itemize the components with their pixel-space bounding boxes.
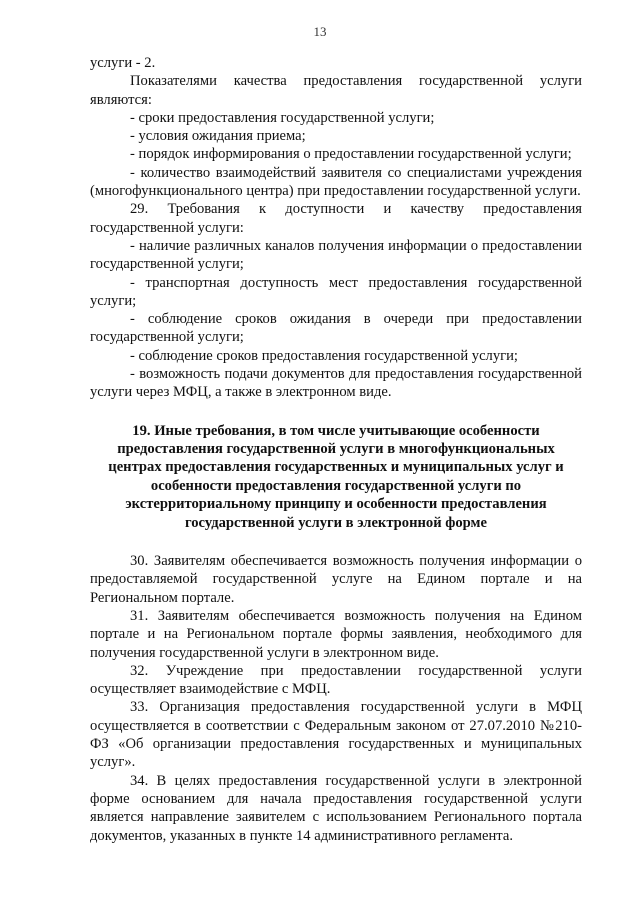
page-number: 13 (313, 24, 327, 39)
text-paragraph: 32. Учреждение при предоставлении государственной услуги осуществляет взаимодействие с МФЦ. (90, 662, 582, 698)
list-item: - условия ожидания приема; (130, 128, 306, 145)
text-paragraph: 29. Требования к доступности и качеству предоставления государственной услуги: (90, 201, 582, 236)
list-item: - транспортная доступность мест предоставления государственной услуги; (90, 274, 582, 309)
list-item: - наличие различных каналов получения информации о предоставлении государственной услуги; (90, 237, 582, 273)
text-paragraph: Показателями качества предоставления государственной услуги являются: (90, 73, 582, 108)
section-heading: 19. Иные требования, в том числе учитывающие особенности предоставления государственной услуги в многофункциональных центрах предоставления государственных и муниципальных услуг и особенности предоставления государственной услуги по экстерриториальному принципу и особенности предоставления государственной услуги в электронной форме (108, 422, 564, 531)
document-body (90, 54, 582, 845)
list-item: - соблюдение сроков ожидания в очереди при предоставлении государственной услуги; (90, 311, 582, 346)
text-paragraph: 34. В целях предоставления государственной услуги в электронной форме основанием для начала предоставления государственной услуги является направление заявителем с использованием Регионального портала документов, указанных в пункте 14 административного регламента. (90, 772, 582, 844)
list-item: - количество взаимодействий заявителя со специалистами учреждения (многофункционального центра) при предоставлении государственной услуги. (90, 164, 582, 200)
list-item: - порядок информирования о предоставлении государственной услуги; (130, 146, 572, 163)
text-paragraph: 30. Заявителям обеспечивается возможность получения информации о предоставляемой государственной услуге на Едином портале и на Региональном портале. (90, 553, 582, 606)
list-item: - сроки предоставления государственной услуги; (130, 109, 435, 126)
list-item: - возможность подачи документов для предоставления государственной услуги через МФЦ, а также в электронном виде. (90, 366, 582, 401)
text-paragraph: 31. Заявителям обеспечивается возможность получения на Едином портале и на Региональном портале формы заявления, необходимого для получения государственной услуги в электронном виде. (90, 607, 582, 661)
text-paragraph: 33. Организация предоставления государственной услуги в МФЦ осуществляется в соответствии с Федеральным законом от 27.07.2010 №210-ФЗ «Об организации предоставления государственных и муниципальных услуг». (90, 699, 582, 771)
text-line: услуги - 2. (90, 55, 156, 71)
list-item: - соблюдение сроков предоставления государственной услуги; (130, 347, 518, 364)
